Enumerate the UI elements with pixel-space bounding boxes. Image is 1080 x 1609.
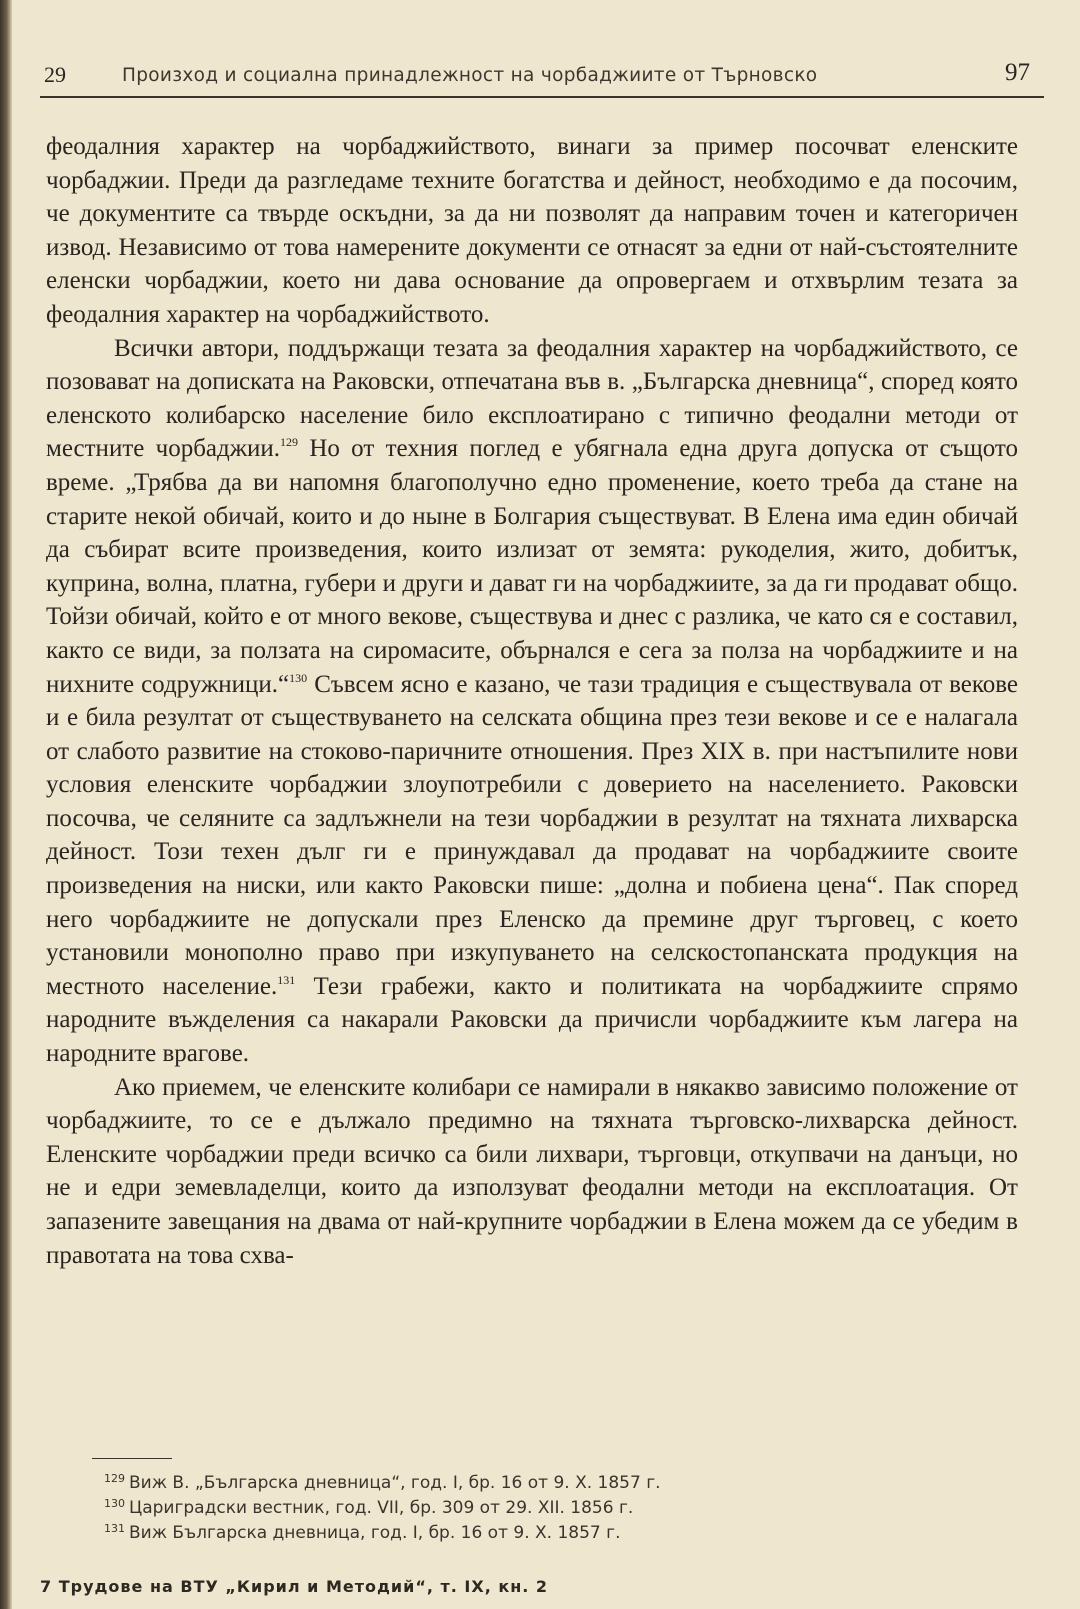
footnote-separator [92, 1458, 172, 1459]
footnote-number: 129 [104, 1472, 125, 1485]
paragraph-2 [46, 332, 1018, 1071]
footnote-ref-129: 129 [280, 435, 299, 450]
footnote-131 [104, 1521, 904, 1546]
body-text [46, 130, 1018, 1272]
paragraph-1: феодалния характер на чорбаджийството, винаги за пример посочват еленските чорбаджии. Преди да разгледаме техните богатства и дейност, необходимо е да посочим, че документите са твърде оскъдни, за да ни позволят да направим точен и категоричен извод. Независимо от това намерените документи се отнасят за едни от най-състоятелните еленски чорбаджии, което ни дава основание да опровергаем и отхвърлим тезата за феодалния характер на чорбаджийството. [46, 133, 1018, 328]
footnote-text: Виж Българска дневница, год. I, бр. 16 от 9. X. 1857 г. [129, 1523, 621, 1543]
paragraph-2-part-d: Тези грабежи, както и политиката на чорбаджиите спрямо народните въжделения са накарали Раковски да причисли чорбаджиите към лагера на народните врагове. [46, 972, 1018, 1068]
footnote-ref-130: 130 [289, 670, 308, 685]
paragraph-2-part-b: Но от техния поглед е убягнала една друга допуска от същото време. „Трябва да ви напомня благополучно едно променение, което треба да стане на старите некой обичай, които и до ныне в Болгария съществуват. В Елена има един обичай да събират всите произведения, които излизат от земята: рукоделия, жито, добитък, куприна, волна, платна, губери и други и дават ги на чорбаджиите, за да ги продават общо. Тойзи обичай, който е от много векове, съществува и днес с разлика, че като ся е составил, както се види, за ползата на сиромасите, обърнался е сега за полза на чорбаджиите и на нихните содружници.“ [46, 435, 1018, 698]
footnote-number: 130 [104, 1497, 125, 1510]
paragraph-3: Ако приемем, че еленските колибари се намирали в някакво зависимо положение от чорбаджиите, то се е дължало предимно на тяхната търговско-лихварска дейност. Еленските чорбаджии преди всичко са били лихвари, търговци, откупвачи на данъци, но не и едри земевладелци, които да използуват феодални методи на експлоатация. От запазените завещания на двама от най-крупните чорбаджии в Елена можем да се убедим в правотата на това схва- [46, 1073, 1018, 1269]
page-number-left: 29 [44, 62, 66, 87]
footnote-number: 131 [104, 1522, 125, 1535]
page-header [40, 56, 1044, 98]
running-title: Произход и социална принадлежност на чорбаджиите от Търновско [122, 65, 818, 86]
book-binding-edge [0, 0, 12, 1609]
footnote-ref-131: 131 [277, 972, 296, 987]
paragraph-2-part-a: Всички автори, поддържащи тезата за феодалния характер на чорбаджийството, се позовават на дописката на Раковски, отпечатана във в. „Българска дневница“, според която еленското колибарско население било експлоатирано с типично феодални методи от местните чорбаджии. [46, 334, 1018, 463]
footnote-text: Виж В. „Българска дневница“, год. I, бр. 16 от 9. X. 1857 г. [129, 1473, 661, 1493]
footnotes [104, 1471, 904, 1546]
footnote-129 [104, 1471, 904, 1496]
paragraph-2-part-c: Съвсем ясно е казано, че тази традиция е съществувала от векове и е била резултат от съществуването на селската община през тези векове и се е налагала от слабото развитие на стоково-паричните отношения. През XIX в. при настъпилите нови условия еленските чорбаджии злоупотребили с доверието на населението. Раковски посочва, че селяните са задлъжнели на тези чорбаджии в резултат на тяхната лихварска дейност. Този техен дълг ги е принуждавал да продават на чорбаджиите своите произведения на ниски, или както Раковски пише: „долна и побиена цена“. Пак според него чорбаджиите не допускали през Еленско да премине друг търговец, с което установили монополно право при изкупуването на селскостопанската продукция на местното население. [46, 670, 1019, 1000]
book-page [40, 0, 1044, 1609]
publication-imprint: 7 Трудове на ВТУ „Кирил и Методий“, т. IX, кн. 2 [40, 1577, 549, 1596]
page-number-right: 97 [1005, 59, 1030, 86]
footnote-text: Цариградски вестник, год. VII, бр. 309 от 29. XII. 1856 г. [129, 1498, 634, 1518]
footnote-130 [104, 1496, 904, 1521]
